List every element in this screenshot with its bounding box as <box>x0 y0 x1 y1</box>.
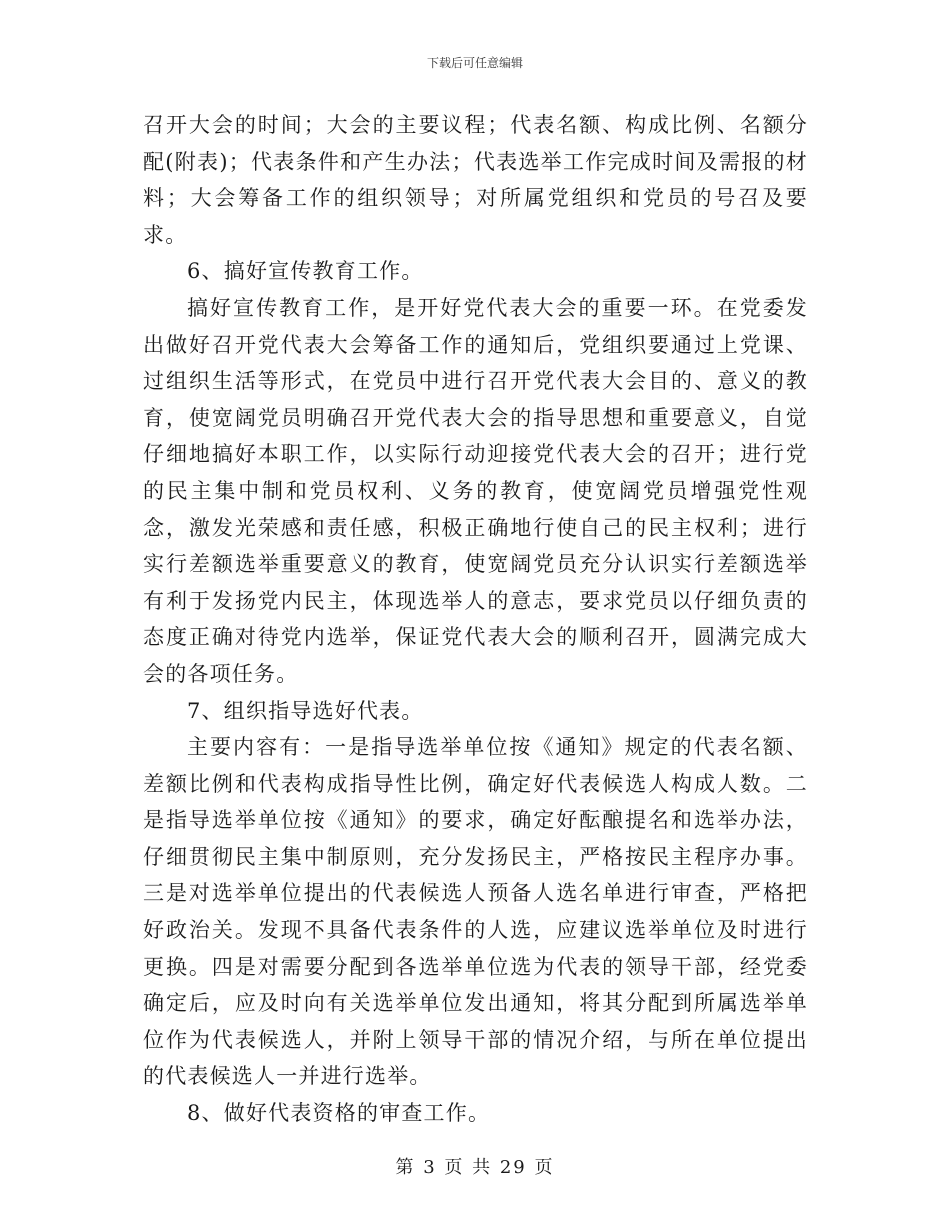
heading-select-representatives: 7、组织指导选好代表。 <box>187 698 424 723</box>
paragraph-propaganda-education: 搞好宣传教育工作，是开好党代表大会的重要一环。在党委发出做好召开党代表大会筹备工作的通知后，党组织要通过上党课、过组织生活等形式，在党员中进行召开党代表大会目的、意义的教育，使宽阔党员明确召开党代表大会的指导思想和重要意义，自觉仔细地搞好本职工作，以实际行动迎接党代表大会的召开；进行党的民主集中制和党员权利、义务的教育，使宽阔党员增强党性观念，激发光荣感和责任感，积极正确地行使自己的民主权利；进行实行差额选举重要意义的教育，使宽阔党员充分认识实行差额选举有利于发扬党内民主，体现选举人的意志，要求党员以仔细负责的态度正确对待党内选举，保证党代表大会的顺利召开，圆满完成大会的各项任务。 <box>143 295 808 686</box>
heading-qualification-review: 8、做好代表资格的审查工作。 <box>187 1101 491 1126</box>
paragraph-meeting-notice-items: 召开大会的时间；大会的主要议程；代表名额、构成比例、名额分配(附表)；代表条件和产生办法；代表选举工作完成时间及需报的材料；大会筹备工作的组织领导；对所属党组织和党员的号召及要求。 <box>143 113 808 247</box>
page-header: 下载后可任意编辑 <box>426 56 523 70</box>
document-body <box>143 107 808 1132</box>
paragraph-select-representatives: 主要内容有：一是指导选举单位按《通知》规定的代表名额、差额比例和代表构成指导性比例，确定好代表候选人构成人数。二是指导选举单位按《通知》的要求，确定好酝酿提名和选举办法，仔细贯彻民主集中制原则，充分发扬民主，严格按民主程序办事。三是对选举单位提出的代表候选人预备人选名单进行审查，严格把好政治关。发现不具备代表条件的人选，应建议选举单位及时进行更换。四是对需要分配到各选举单位选为代表的领导干部，经党委确定后，应及时向有关选举单位发出通知，将其分配到所属选举单位作为代表候选人，并附上领导干部的情况介绍，与所在单位提出的代表候选人一并进行选举。 <box>143 735 808 1089</box>
heading-propaganda-education: 6、搞好宣传教育工作。 <box>187 259 424 284</box>
page-number-footer: 第 3 页 共 29 页 <box>395 1157 555 1178</box>
